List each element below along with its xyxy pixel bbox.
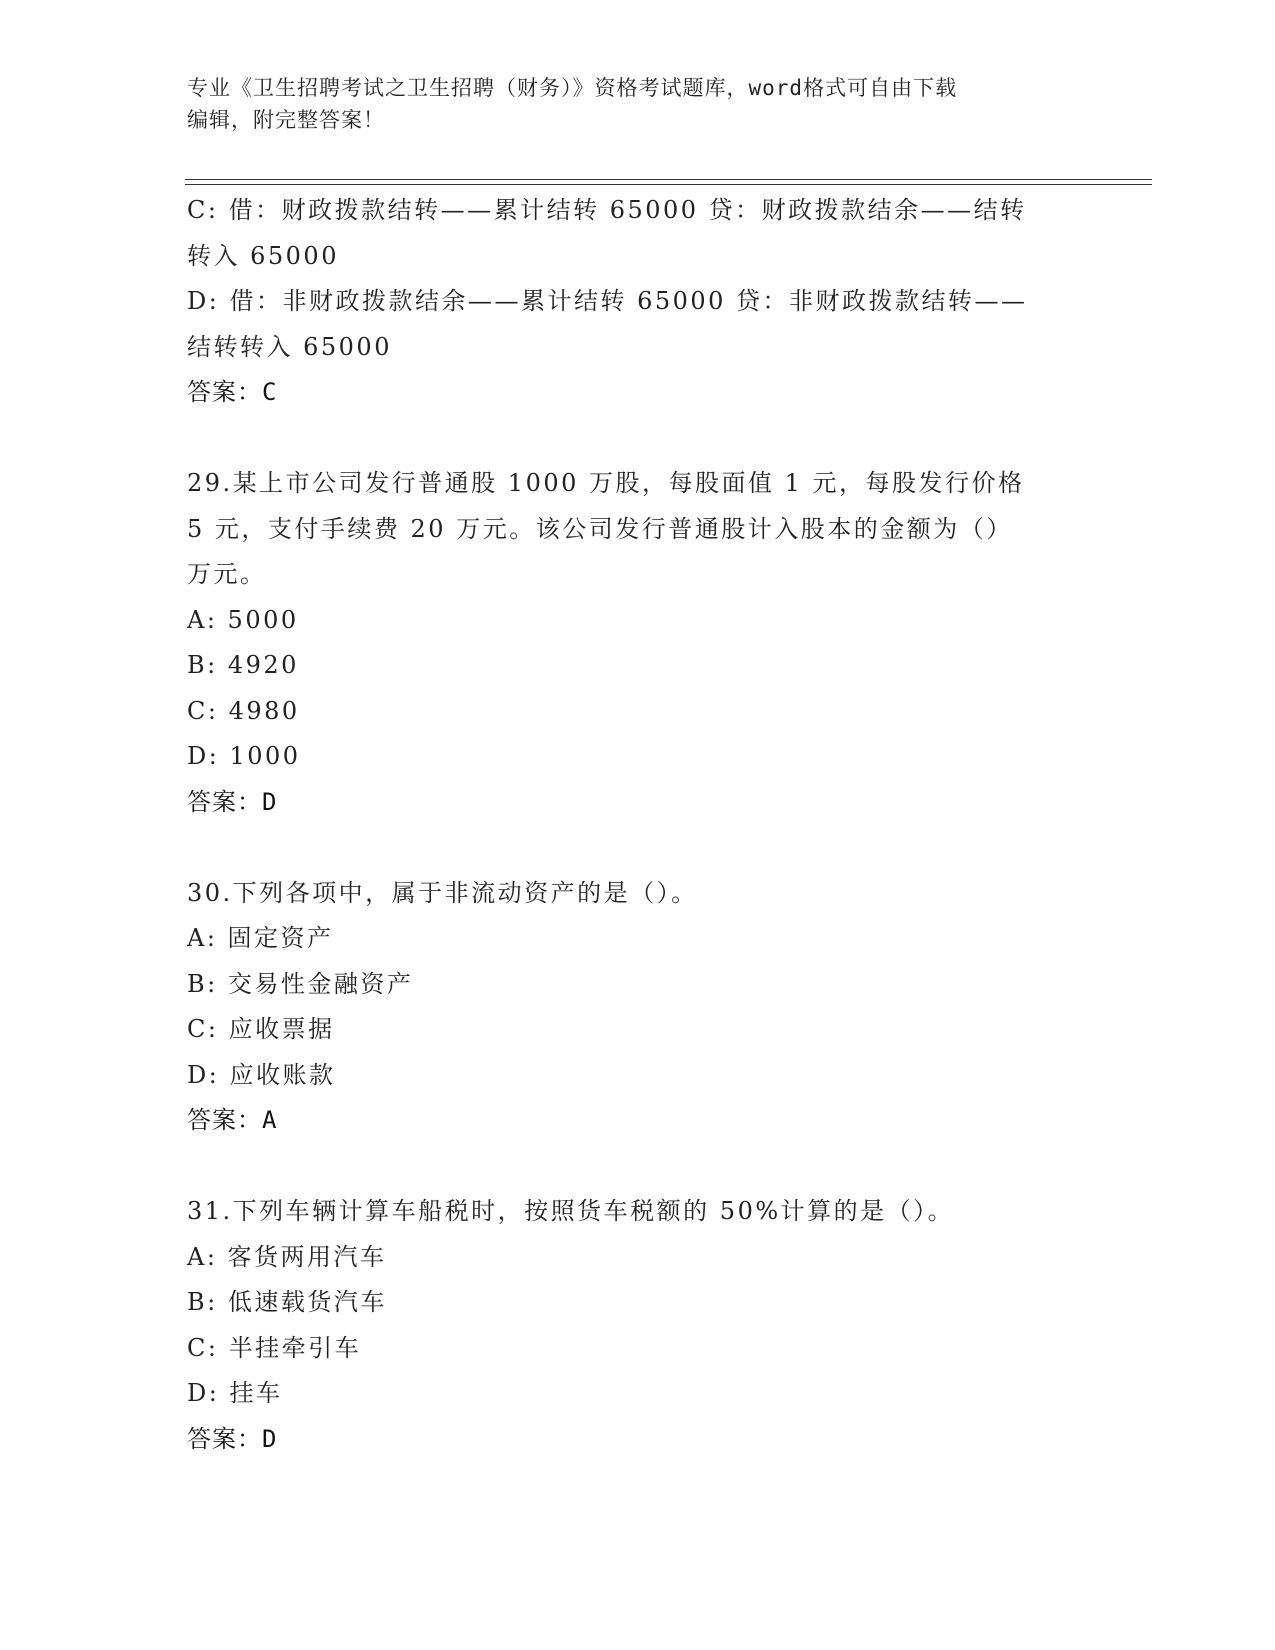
option-d-line-1: D: 借：非财政拨款结余——累计结转 65000 贷：非财政拨款结转—— [187,287,1028,315]
spacer [187,1144,1087,1190]
option-b: B: 交易性金融资产 [187,969,414,998]
spacer [187,825,1087,871]
question-29 [187,461,1087,825]
answer-label: 答案： [187,378,262,406]
header-divider-bottom [185,184,1152,185]
option-c: C: 半挂牵引车 [187,1333,362,1362]
answer-label: 答案： [187,787,262,816]
document-body [187,188,1087,1462]
answer-value: A [262,1106,278,1134]
answer-line [187,1098,1087,1144]
answer-label: 答案： [187,1106,262,1134]
previous-question-continuation [187,188,1087,416]
question-30 [187,871,1087,1144]
option-c-line-1: C: 借：财政拨款结转——累计结转 65000 贷：财政拨款结余——结转 [187,196,1027,224]
answer-value: D [262,1424,278,1453]
option-d: D: 1000 [187,742,301,770]
answer-line [187,1417,1087,1463]
option-d: D: 应收账款 [187,1060,336,1089]
option-b: B: 低速载货汽车 [187,1288,387,1316]
question-31 [187,1189,1087,1462]
option-b: B: 4920 [187,651,299,679]
option-d-line-2: 结转转入 65000 [187,332,392,361]
option-c: C: 应收票据 [187,1015,335,1043]
question-stem-line: 29.某上市公司发行普通股 1000 万股，每股面值 1 元，每股发行价格 [187,469,1025,497]
option-a: A: 固定资产 [187,924,334,952]
answer-value: D [262,787,278,816]
option-a: A: 客货两用汽车 [187,1242,387,1271]
header-divider-top [185,179,1152,180]
question-stem-line: 5 元，支付手续费 20 万元。该公司发行普通股计入股本的金额为（） [187,514,1013,543]
header-line-2: 编辑，附完整答案！ [187,108,385,132]
question-stem-line: 万元。 [187,560,267,588]
answer-label: 答案： [187,1424,262,1453]
option-c: C: 4980 [187,696,300,725]
answer-line [187,780,1087,826]
question-stem-line: 31.下列车辆计算车船税时，按照货车税额的 50%计算的是（）。 [187,1197,955,1225]
option-a: A: 5000 [187,605,299,634]
spacer [187,416,1087,462]
header-line-1: 专业《卫生招聘考试之卫生招聘（财务）》资格考试题库，word格式可自由下载 [187,76,958,100]
answer-value: C [262,378,278,406]
option-c-line-2: 转入 65000 [187,241,339,270]
answer-line [187,370,1087,416]
question-stem-line: 30.下列各项中，属于非流动资产的是（）。 [187,878,698,907]
document-header [187,72,1067,136]
option-d: D: 挂车 [187,1379,283,1407]
